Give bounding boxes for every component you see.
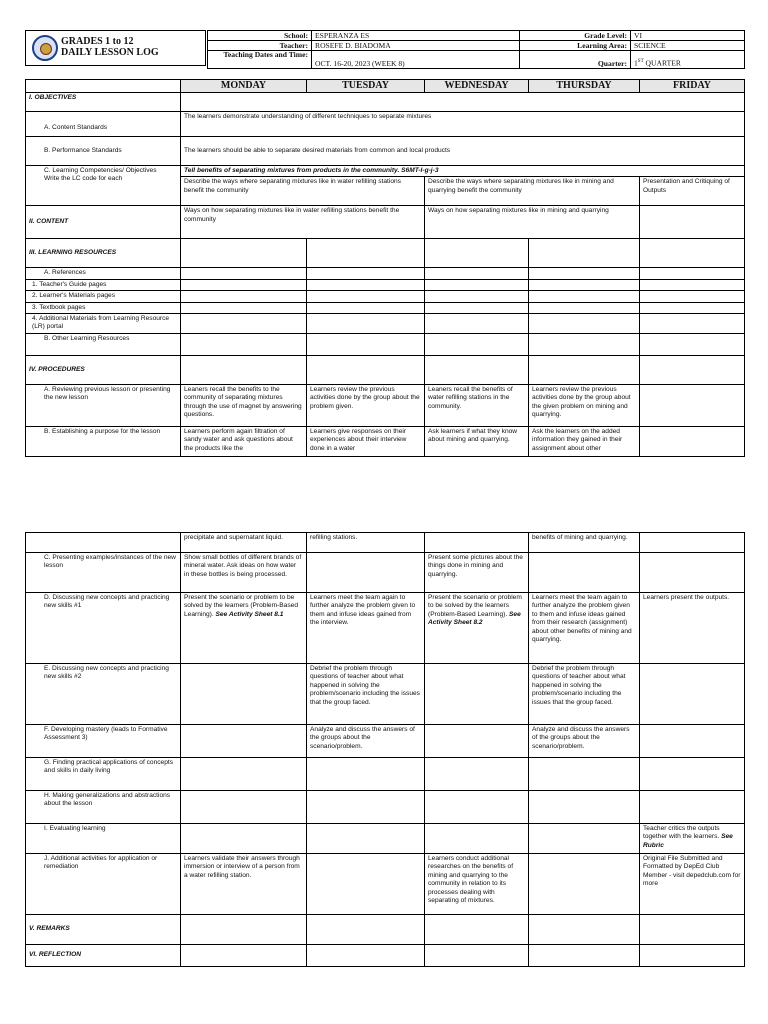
procedures-heading: IV. PROCEDURES: [26, 356, 181, 385]
dates-label: Teaching Dates and Time:: [208, 51, 312, 69]
proc-d-wednesday: Present the scenario or problem to be solved by the learners (Problem-Based Learning). See Activity Sheet 8.2: [425, 593, 529, 664]
lesson-log-table-page1: [25, 79, 745, 457]
proc-a-label: A. Reviewing previous lesson or presenting the new lesson: [26, 385, 181, 427]
resources-heading: III. LEARNING RESOURCES: [26, 239, 181, 268]
lm-pages-label: 2. Learner's Materials pages: [26, 291, 181, 302]
proc-c-monday: Show small bottles of different brands of mineral water. Ask ideas on how water in these bottles is being processed.: [181, 553, 307, 593]
day-tuesday: TUESDAY: [307, 80, 425, 93]
school-label: School:: [208, 31, 312, 41]
objectives-heading: I. OBJECTIVES: [26, 93, 181, 112]
proc-d-friday: Learners present the outputs.: [640, 593, 745, 664]
proc-b-label: B. Establishing a purpose for the lesson: [26, 427, 181, 457]
proc-j-friday: Original File Submitted and Formatted by DepEd Club Member - visit depedclub.com for more: [640, 854, 745, 915]
proc-d-thursday: Learners meet the team again to further analyze the problem given to them and infuse ideas gained from their research (assignment) about other benefits of mining and quarrying.: [529, 593, 640, 664]
day-wednesday: WEDNESDAY: [425, 80, 529, 93]
performance-standards-text: The learners should be able to separate desired materials from common and local products: [181, 137, 745, 166]
proc-e-thursday: Debrief the problem through questions of teacher about what happened in solving the problem/scenario including the issues that the group faced.: [529, 664, 640, 725]
proc-h-label: H. Making generalizations and abstractions about the lesson: [26, 791, 181, 824]
proc-j-monday: Learners validate their answers through immersion or interview of a person from a water refilling station.: [181, 854, 307, 915]
competency-mon-tue: Describe the ways where separating mixtures like in water refilling stations benefit the community: [181, 177, 425, 206]
proc-a-monday: Leaners recall the benefits to the community of separating mixtures through the use of magnet by answering questions.: [181, 385, 307, 427]
proc-i-label: I. Evaluating learning: [26, 824, 181, 854]
proc-c-wednesday: Present some pictures about the things done in mining and quarrying.: [425, 553, 529, 593]
doc-title-line2: DAILY LESSON LOG: [61, 47, 159, 58]
proc-b-thursday: Ask the learners on the added information they gained in their assignment about other: [529, 427, 640, 457]
textbook-pages-label: 3. Textbook pages: [26, 302, 181, 313]
content-standards-label: A. Content Standards: [26, 112, 181, 137]
grade-value: VI: [631, 31, 745, 41]
quarter-value: 1ST QUARTER: [631, 51, 745, 69]
proc-b-monday: Learners perform again filtration of sandy water and ask questions about the products like the: [181, 427, 307, 457]
dates-value: OCT. 16-20, 2023 (WEEK 8): [312, 51, 520, 69]
proc-b-tuesday-cont: refilling stations.: [307, 533, 425, 553]
deped-seal-icon: [32, 35, 58, 61]
proc-j-wednesday: Learners conduct additional researches on the benefits of mining and quarrying to the community in relation to its processes dealing with separating of mixtures.: [425, 854, 529, 915]
proc-b-thursday-cont: benefits of mining and quarrying.: [529, 533, 640, 553]
competency-fri: Presentation and Critiquing of Outputs: [640, 177, 745, 206]
teacher-label: Teacher:: [208, 41, 312, 51]
day-thursday: THURSDAY: [529, 80, 640, 93]
proc-d-tuesday: Learners meet the team again to further analyze the problem given to them and infuse ideas gained from the interview.: [307, 593, 425, 664]
proc-b-monday-cont: precipitate and supernatant liquid.: [181, 533, 307, 553]
proc-e-label: E. Discussing new concepts and practicing new skills #2: [26, 664, 181, 725]
proc-a-thursday: Learners review the previous activities done by the group about the given problem on mining and quarrying.: [529, 385, 640, 427]
content-standards-text: The learners demonstrate understanding of different techniques to separate mixtures: [181, 112, 745, 137]
days-header-row: [26, 80, 745, 93]
remarks-heading: V. REMARKS: [26, 915, 181, 945]
other-resources-label: B. Other Learning Resources: [26, 334, 181, 356]
day-friday: FRIDAY: [640, 80, 745, 93]
reflection-heading: VI. REFLECTION: [26, 945, 181, 967]
proc-f-tuesday: Analyze and discuss the answers of the groups about the scenario/problem.: [307, 725, 425, 758]
competencies-label: C. Learning Competencies/ Objectives Write the LC code for each: [26, 166, 181, 206]
proc-b-tuesday: Learners give responses on their experiences about their interview done in a water: [307, 427, 425, 457]
grade-label: Grade Level:: [520, 31, 631, 41]
title-box: [25, 30, 206, 66]
lesson-log-table-page2: [25, 532, 745, 967]
day-monday: MONDAY: [181, 80, 307, 93]
doc-title-line1: GRADES 1 to 12: [61, 36, 134, 47]
content-heading: II. CONTENT: [26, 206, 181, 239]
proc-d-label: D. Discussing new concepts and practicing new skills #1: [26, 593, 181, 664]
teacher-value: ROSEFE D. BIADOMA: [312, 41, 520, 51]
proc-a-tuesday: Learners review the previous activities done by the group about the problem given.: [307, 385, 425, 427]
proc-g-label: G. Finding practical applications of concepts and skills in daily living: [26, 758, 181, 791]
area-label: Learning Area:: [520, 41, 631, 51]
references-label: A. References: [26, 268, 181, 279]
proc-f-thursday: Analyze and discuss the answers of the groups about the scenario/problem.: [529, 725, 640, 758]
competency-code: Tell benefits of separating mixtures from products in the community. S6MT-I-g-j-3: [181, 166, 745, 177]
proc-i-friday: Teacher critics the outputs together with the learners. See Rubric: [640, 824, 745, 854]
proc-e-tuesday: Debrief the problem through questions of teacher about what happened in solving the problem/scenario including the issues that the group faced.: [307, 664, 425, 725]
proc-f-label: F. Developing mastery (leads to Formative Assessment 3): [26, 725, 181, 758]
school-value: ESPERANZA ES: [312, 31, 520, 41]
proc-a-wednesday: Leaners recall the benefits of water refilling stations in the community.: [425, 385, 529, 427]
additional-materials-label: 4. Additional Materials from Learning Resource (LR) portal: [26, 314, 181, 334]
proc-j-label: J. Additional activities for application or remediation: [26, 854, 181, 915]
proc-b-wednesday: Ask learners if what they know about mining and quarrying.: [425, 427, 529, 457]
performance-standards-label: B. Performance Standards: [26, 137, 181, 166]
proc-c-label: C. Presenting examples/instances of the new lesson: [26, 553, 181, 593]
competency-wed-thu: Describe the ways where separating mixtures like in mining and quarrying benefit the community: [425, 177, 640, 206]
quarter-label: Quarter:: [520, 51, 631, 69]
proc-d-monday: Present the scenario or problem to be solved by the learners (Problem-Based Learning). See Activity Sheet 8.1: [181, 593, 307, 664]
content-wed-thu: Ways on how separating mixtures like in mining and quarrying: [425, 206, 640, 239]
area-value: SCIENCE: [631, 41, 745, 51]
tg-pages-label: 1. Teacher's Guide pages: [26, 279, 181, 290]
content-mon-tue: Ways on how separating mixtures like in water refilling stations benefit the community: [181, 206, 425, 239]
header-info-table: [207, 30, 745, 69]
